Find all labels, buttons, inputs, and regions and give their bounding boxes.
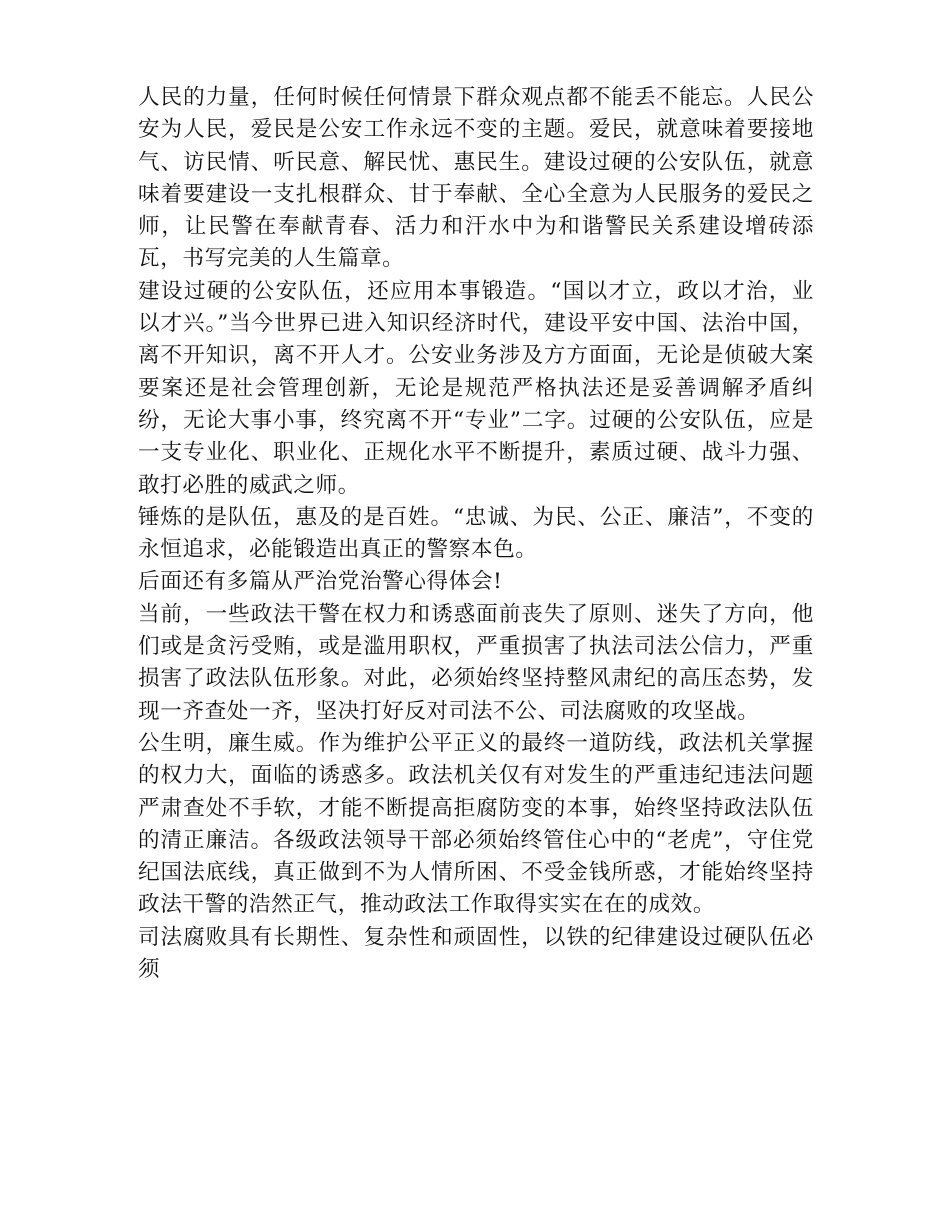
document-body — [138, 82, 814, 986]
paragraph-7: 司法腐败具有长期性、复杂性和顽固性，以铁的纪律建设过硬队伍必须 — [138, 924, 814, 983]
paragraph-4: 后面还有多篇从严治党治警心得体会! — [138, 569, 503, 595]
paragraph-1: 人民的力量，任何时候任何情景下群众观点都不能丢不能忘。人民公安为人民，爱民是公安工作永远不变的主题。爱民，就意味着要接地气、访民情、听民意、解民忧、惠民生。建设过硬的公安队伍，就意味着要建设一支扎根群众、甘于奉献、全心全意为人民服务的爱民之师，让民警在奉献青春、活力和汗水中为和谐警民关系建设增砖添瓦，书写完美的人生篇章。 — [138, 85, 814, 272]
paragraph-2: 建设过硬的公安队伍，还应用本事锻造。“国以才立，政以才治，业以才兴。”当今世界已进入知识经济时代，建设平安中国、法治中国，离不开知识，离不开人才。公安业务涉及方方面面，无论是侦破大案要案还是社会管理创新，无论是规范严格执法还是妥善调解矛盾纠纷，无论大事小事，终究离不开“专业”二字。过硬的公安队伍，应是一支专业化、职业化、正规化水平不断提升，素质过硬、战斗力强、敢打必胜的威武之师。 — [138, 278, 814, 498]
paragraph-3: 锤炼的是队伍，惠及的是百姓。“忠诚、为民、公正、廉洁”，不变的永恒追求，必能锻造出真正的警察本色。 — [138, 504, 814, 563]
paragraph-5: 当前，一些政法干警在权力和诱惑面前丧失了原则、迷失了方向，他们或是贪污受贿，或是滥用职权，严重损害了执法司法公信力，严重损害了政法队伍形象。对此，必须始终坚持整风肃纪的高压态势，发现一齐查处一齐，坚决打好反对司法不公、司法腐败的攻坚战。 — [138, 601, 814, 724]
paragraph-6: 公生明，廉生威。作为维护公平正义的最终一道防线，政法机关掌握的权力大，面临的诱惑多。政法机关仅有对发生的严重违纪违法问题严肃查处不手软，才能不断提高拒腐防变的本事，始终坚持政法队伍的清正廉洁。各级政法领导干部必须始终管住心中的“老虎”，守住党纪国法底线，真正做到不为人情所困、不受金钱所惑，才能始终坚持政法干警的浩然正气，推动政法工作取得实实在在的成效。 — [138, 730, 814, 918]
